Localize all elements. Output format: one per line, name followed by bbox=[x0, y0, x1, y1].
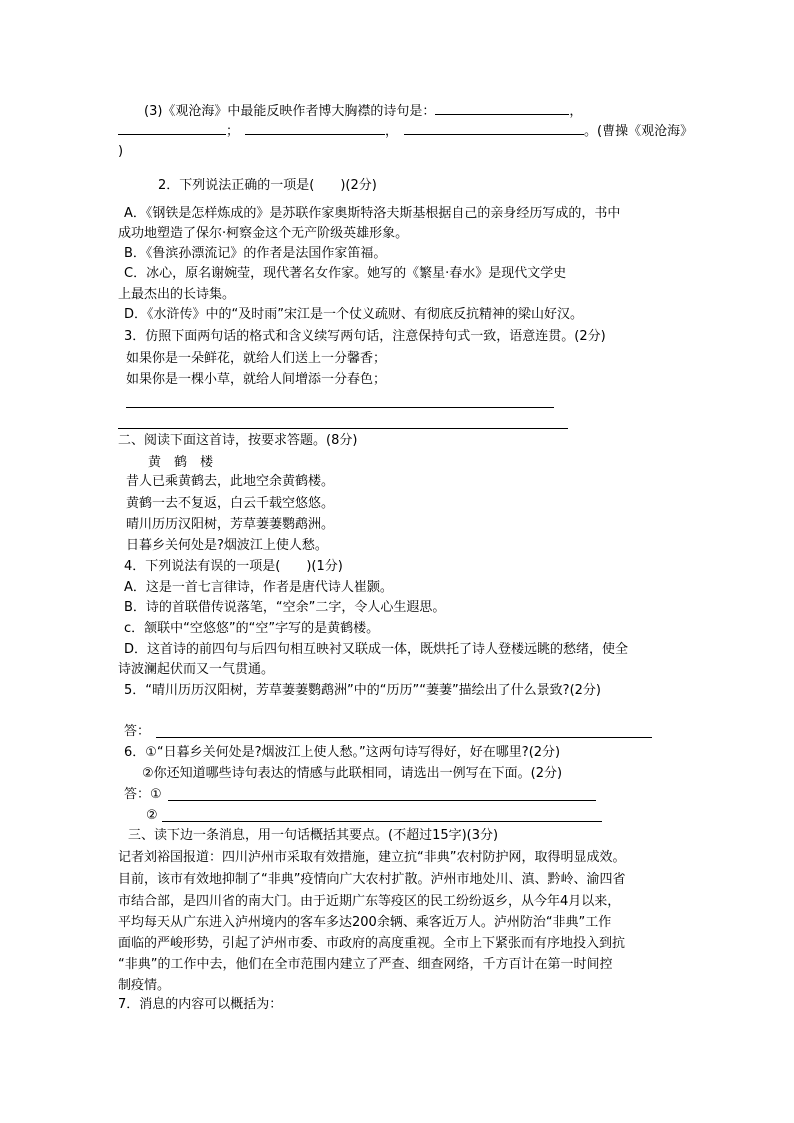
q2-option-a-1: A．《钢铁是怎样炼成的》是苏联作家奥斯特洛夫斯基根据自己的亲身经历写成的，书中 bbox=[124, 206, 621, 221]
q1-3-stem: (3)《观沧海》中最能反映作者博大胸襟的诗句是： bbox=[144, 104, 436, 119]
poem-line-4: 日暮乡关何处是?烟波江上使人愁。 bbox=[126, 538, 328, 553]
news-line-5: 面临的严峻形势，引起了泸州市委、市政府的高度重视。全市上下紧张而有序地投入到抗 bbox=[118, 936, 626, 951]
answer-blank-1[interactable] bbox=[435, 102, 569, 115]
q2-option-d: D．《水浒传》中的“及时雨”宋江是一个仗义疏财、有彻底反抗精神的梁山好汉。 bbox=[124, 307, 583, 322]
news-line-7: 制疫情。 bbox=[118, 978, 171, 993]
q2-option-c-1: C．冰心，原名谢婉莹，现代著名女作家。她写的《繁星·春水》是现代文学史 bbox=[124, 266, 567, 281]
q4-stem: 4．下列说法有误的一项是( )(1分) bbox=[124, 559, 343, 574]
news-line-2: 目前，该市有效地抑制了“非典”疫情向广大农村扩散。泸州市地处川、滇、黔岭、渝四省 bbox=[118, 872, 626, 887]
poem-title: 黄 鹤 楼 bbox=[148, 455, 214, 470]
answer-blank-3[interactable] bbox=[245, 122, 385, 135]
q1-3-source: 。(曹操《观沧海》 bbox=[584, 124, 694, 139]
answer-label: 答： bbox=[124, 724, 151, 739]
q3-answer-line-2[interactable] bbox=[118, 428, 568, 429]
q5-stem: 5．“晴川历历汉阳树，芳草萋萋鹦鹉洲”中的“历历”“萋萋”描绘出了什么景致?(2分) bbox=[124, 683, 601, 698]
q4-option-c: c．颔联中“空悠悠”的“空”字写的是黄鹤楼。 bbox=[124, 621, 380, 636]
q2-option-b: B．《鲁滨孙漂流记》的作者是法国作家笛福。 bbox=[124, 246, 387, 261]
q3-sentence-2: 如果你是一棵小草，就给人间增添一分春色； bbox=[126, 372, 387, 387]
q1-3-line-2: ； ， 。(曹操《观沧海》 bbox=[118, 122, 693, 140]
q1-3-line-1: (3)《观沧海》中最能反映作者博大胸襟的诗句是： ， bbox=[144, 104, 583, 119]
q2-stem: 2．下列说法正确的一项是( )(2分) bbox=[158, 178, 377, 193]
news-line-1: 记者刘裕国报道：四川泸州市采取有效措施，建立抗“非典”农村防护网，取得明显成效。 bbox=[118, 850, 626, 865]
news-line-6: “非典”的工作中去，他们在全市范围内建立了严查、细查网络，千方百计在第一时间控 bbox=[118, 957, 613, 972]
q6-answer-line-2[interactable] bbox=[162, 821, 602, 822]
section-3-header: 三、读下边一条消息，用一句话概括其要点。(不超过15字)(3分) bbox=[128, 828, 499, 843]
answer-blank-4[interactable] bbox=[404, 122, 584, 135]
q2-option-a-2: 成功地塑造了保尔·柯察金这个无产阶级英雄形象。 bbox=[118, 226, 409, 241]
q4-option-d-2: 诗波澜起伏而又一气贯通。 bbox=[118, 662, 275, 677]
q6-answer-2-label: ② bbox=[146, 808, 158, 823]
q7-stem: 7．消息的内容可以概括为： bbox=[118, 997, 283, 1012]
q6-answer-line-1[interactable] bbox=[168, 800, 596, 801]
section-2-header: 二、阅读下面这首诗，按要求答题。(8分) bbox=[118, 433, 358, 448]
q3-stem: 3．仿照下面两句话的格式和含义续写两句话，注意保持句式一致，语意连贯。(2分) bbox=[124, 329, 606, 344]
q6-stem-1: 6．①“日暮乡关何处是?烟波江上使人愁。”这两句诗写得好，好在哪里?(2分) bbox=[124, 745, 561, 760]
q6-answer-1-label: 答：① bbox=[124, 787, 162, 802]
q4-option-a: A．这是一首七言律诗，作者是唐代诗人崔颢。 bbox=[124, 580, 393, 595]
poem-line-1: 昔人已乘黄鹤去，此地空余黄鹤楼。 bbox=[126, 474, 335, 489]
q4-option-b: B．诗的首联借传说落笔，“空余”二字，令人心生遐思。 bbox=[124, 600, 446, 615]
poem-line-2: 黄鹤一去不复返，白云千载空悠悠。 bbox=[126, 496, 335, 511]
news-line-4: 平均每天从广东进入泸州境内的客车多达200余辆、乘客近万人。泸州防治“非典”工作 bbox=[118, 915, 612, 930]
news-line-3: 市结合部，是四川省的南大门。由于近期广东等疫区的民工纷纷返乡，从今年4月以来， bbox=[118, 894, 621, 909]
q3-answer-line-1[interactable] bbox=[126, 407, 554, 408]
q1-3-close: ) bbox=[118, 144, 124, 159]
q5-answer bbox=[124, 724, 150, 740]
q5-answer-line[interactable] bbox=[156, 737, 652, 738]
poem-line-3: 晴川历历汉阳树，芳草萋萋鹦鹉洲。 bbox=[126, 517, 335, 532]
q4-option-d-1: D．这首诗的前四句与后四句相互映衬又联成一体，既烘托了诗人登楼远眺的愁绪，使全 bbox=[124, 642, 629, 657]
q2-option-c-2: 上最杰出的长诗集。 bbox=[118, 287, 236, 302]
answer-blank-2[interactable] bbox=[118, 122, 226, 135]
q3-sentence-1: 如果你是一朵鲜花，就给人们送上一分馨香； bbox=[126, 351, 387, 366]
q6-stem-2: ②你还知道哪些诗句表达的情感与此联相同，请选出一例写在下面。(2分) bbox=[142, 766, 563, 781]
